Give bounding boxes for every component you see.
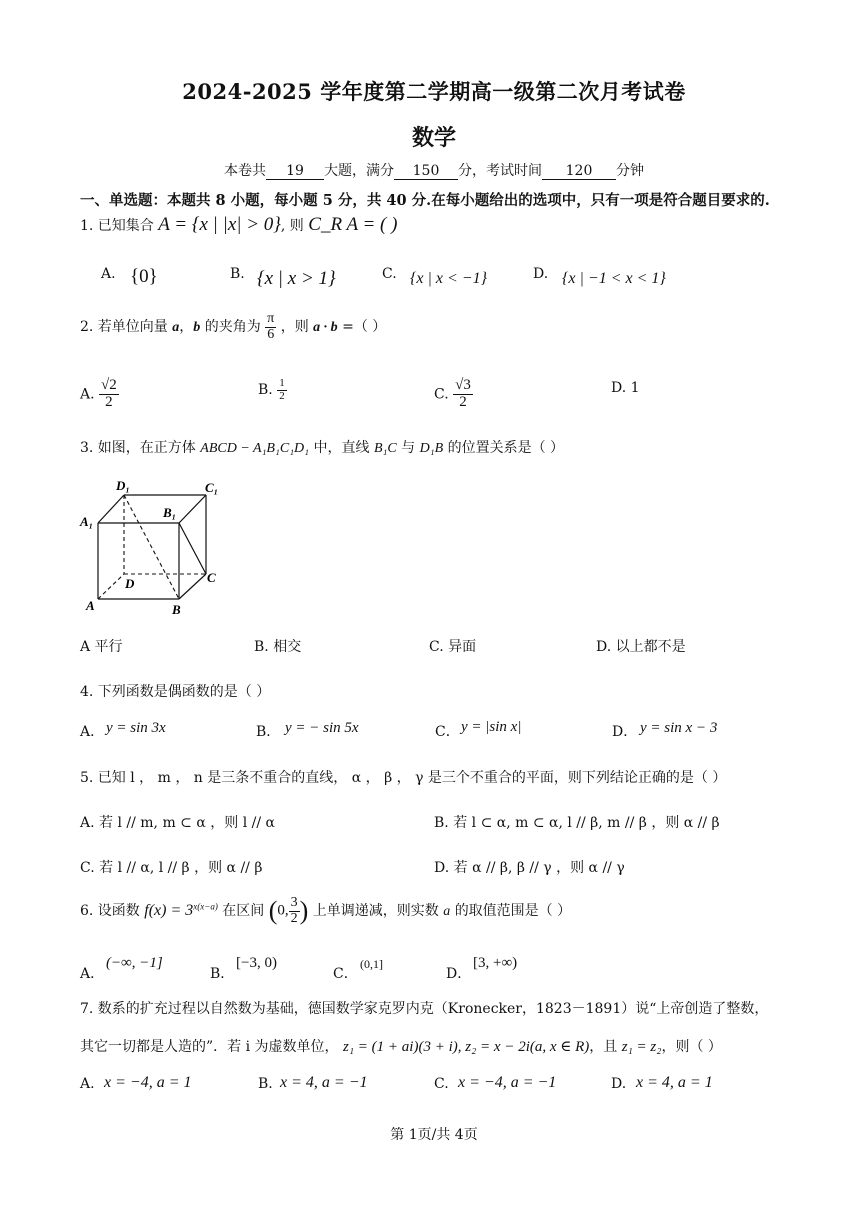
q7-line2-d: ，则（ ） [661, 1039, 722, 1055]
q2-vec-a: a [172, 320, 180, 336]
q7-option-d-value: x = 4, a = 1 [636, 1074, 713, 1091]
label-a: A [86, 598, 95, 613]
q1-stem: 1. 已知集合 [80, 218, 154, 234]
q2-option-a-den: 2 [105, 393, 113, 410]
q1-option-d-label: D. [533, 266, 549, 282]
q7-option-a-value: x = −4, a = 1 [104, 1074, 192, 1091]
q5-option-a: A. 若 l // m, m ⊂ α ，则 l // α [80, 815, 275, 831]
q6-option-d-value: [3, +∞) [473, 955, 518, 971]
q1-option-c-value: {x | x < −1} [410, 270, 487, 287]
q2-option-c-fraction [453, 378, 473, 411]
q4-option-a-value: y = sin 3x [106, 720, 166, 736]
q2-angle-fraction [265, 312, 276, 342]
q2-option-b [258, 378, 287, 402]
q1-complement: C_R A = ( ) [308, 214, 398, 235]
q3-option-c: C. 异面 [429, 639, 477, 655]
q2-stem-c: ，则 [280, 319, 309, 336]
label-c: C [207, 570, 216, 585]
q6-option-c-value: (0,1] [360, 957, 383, 971]
q7-option-c-value: x = −4, a = −1 [458, 1074, 557, 1091]
q3-mid: 中，直线 [313, 440, 370, 456]
label-b: B [172, 602, 181, 617]
q6-stem-a: 6. 设函数 [80, 903, 140, 920]
q6-option-b-label: B． [210, 966, 235, 982]
q5-option-d: D. 若 α // β, β // γ ，则 α // γ [434, 860, 625, 876]
page-footer: 第 1页/共 4页 [390, 1127, 478, 1143]
q2-option-c [434, 378, 473, 411]
q2-option-b-fraction [277, 378, 287, 402]
q6-int-den: 2 [290, 910, 298, 926]
q1-option-a-value: {0} [130, 266, 158, 287]
q6-option-c-label: C． [333, 966, 358, 982]
question-1-stem [80, 214, 397, 236]
question-7-line-1: 7. 数系的扩充过程以自然数为基础，德国数学家克罗内克（Kronecker，1823－1891）说“上帝创造了整数， [80, 1001, 769, 1017]
q2-sep: ， [179, 319, 194, 336]
q5-option-c: C. 若 l // α, l // β ，则 α // β [80, 860, 263, 876]
question-4-stem: 4. 下列函数是偶函数的是（ ） [80, 684, 271, 700]
exam-title: 2024-2025 学年度第二学期高一级第二次月考试卷 [182, 79, 686, 104]
q6-option-a-label: A． [80, 966, 105, 982]
q4-option-c-value: y = |sin x| [461, 719, 522, 735]
q6-paren-right: ) [299, 896, 309, 926]
q2-option-d: D. 1 [611, 380, 640, 396]
q3-end: 的位置关系是（ ） [447, 440, 565, 456]
q4-option-d-label: D． [612, 724, 638, 740]
q2-option-a-label: A. [80, 386, 95, 403]
q7-line2-b: ，且 [589, 1039, 618, 1055]
label-d: D [125, 576, 135, 591]
q5-option-b: B. 若 l ⊂ α, m ⊂ α, l // β, m // β ，则 α // β [434, 815, 720, 831]
section-heading: 一、单选题：本题共 8 小题，每小题 5 分，共 40 分.在每小题给出的选项中，只有一项是符合题目要求的. [80, 192, 770, 209]
q3-line-2: D₁B [419, 441, 444, 456]
q6-exponent: x(x−a) [193, 901, 218, 912]
q2-dot-product: a · b [313, 320, 338, 336]
q7-option-a-label: A. [80, 1076, 95, 1092]
q3-option-a: A 平行 [80, 639, 123, 655]
q6-option-a-value: (−∞, −1] [106, 955, 163, 971]
q7-line2-a: 其它一切都是人造的”．若 i 为虚数单位， [80, 1039, 339, 1055]
q3-option-d: D. 以上都不是 [596, 639, 686, 655]
q6-paren-left: ( [268, 896, 278, 926]
q3-stem: 3. 如图，在正方体 [80, 440, 196, 456]
label-d1: D₁ [116, 478, 130, 493]
question-6-stem [80, 896, 571, 926]
q7-option-b-value: x = 4, a = −1 [280, 1074, 368, 1091]
q2-option-c-label: C. [434, 386, 449, 403]
q1-option-b-label: B. [230, 266, 245, 282]
q6-stem-b: 在区间 [222, 903, 265, 920]
q1-then: , 则 [280, 218, 304, 234]
q1-option-d-value: {x | −1 < x < 1} [562, 270, 666, 287]
q2-option-a [80, 378, 119, 411]
q2-angle-den: 6 [267, 326, 275, 342]
q4-option-d-value: y = sin x − 3 [640, 720, 718, 736]
q6-int-num: 3 [290, 895, 298, 910]
q6-interval-left: 0, [277, 902, 289, 919]
cube-figure [76, 476, 226, 622]
label-b1: B₁ [163, 505, 177, 520]
q2-option-b-den: 2 [279, 389, 285, 402]
q2-stem-b: 的夹角为 [204, 319, 261, 336]
subject-title: 数学 [411, 125, 456, 151]
q2-option-a-fraction [99, 378, 119, 411]
q2-option-c-num: √3 [455, 377, 471, 393]
info-suffix: 分钟 [616, 163, 644, 179]
question-2-stem [80, 312, 386, 342]
q7-option-c-label: C. [434, 1076, 449, 1092]
info-score: 150 [394, 163, 458, 180]
label-c1: C₁ [205, 480, 219, 495]
info-time: 120 [542, 163, 616, 180]
q6-option-b-value: [−3, 0) [236, 955, 277, 971]
q1-option-b-value: {x | x > 1} [257, 268, 336, 289]
q1-option-c-label: C. [382, 266, 397, 282]
q2-option-b-label: B. [258, 382, 273, 399]
q4-option-b-label: B． [256, 724, 281, 740]
label-a1: A₁ [80, 514, 94, 529]
q7-option-b-label: B. [258, 1076, 273, 1092]
q3-and: 与 [401, 440, 416, 456]
q6-option-d-label: D． [446, 966, 472, 982]
info-questions: 19 [266, 163, 324, 180]
q7-expression: z₁ = (1 + ai)(3 + i), z₂ = x − 2i(a, x ∈ R) [343, 1039, 590, 1055]
q7-condition: z₁ = z₂ [621, 1039, 662, 1055]
q4-option-b-value: y = − sin 5x [285, 720, 359, 736]
q6-stem-c: 上单调递减，则实数 [312, 903, 439, 920]
question-5-stem: 5. 已知 l ， m ， n 是三条不重合的直线， α ， β ， γ 是三个不重合的平面，则下列结论正确的是（ ） [80, 770, 727, 786]
question-3-stem [80, 437, 564, 457]
q1-set-expr: A = {x | |x| > 0} [158, 214, 281, 235]
q6-function: f(x) = 3 [144, 902, 194, 920]
info-prefix: 本卷共 [224, 163, 266, 179]
q3-option-b: B. 相交 [254, 639, 302, 655]
q6-interval-fraction [289, 896, 300, 926]
q2-vec-b: b [193, 320, 201, 336]
q1-option-a-label: A. [101, 266, 116, 282]
info-mid2: 分，考试时间 [458, 163, 542, 179]
q4-option-a-label: A． [80, 724, 105, 740]
info-mid1: 大题，满分 [324, 163, 394, 179]
q2-option-b-num: 1 [279, 377, 285, 389]
q4-option-c-label: C． [435, 724, 460, 740]
q3-cube-name: ABCD − A₁B₁C₁D₁ [200, 441, 310, 456]
q2-option-a-num: √2 [101, 377, 117, 393]
exam-info [0, 160, 868, 180]
q6-var: a [443, 904, 451, 920]
q2-stem-a: 2. 若单位向量 [80, 319, 168, 336]
q7-option-d-label: D. [611, 1076, 627, 1092]
question-7-line-2 [80, 1036, 722, 1056]
q2-option-c-den: 2 [459, 393, 467, 410]
q2-angle-num: π [267, 311, 275, 326]
q2-stem-d: =（ ） [342, 319, 387, 336]
q3-line-1: B₁C [373, 441, 397, 456]
q6-stem-d: 的取值范围是（ ） [454, 903, 572, 920]
